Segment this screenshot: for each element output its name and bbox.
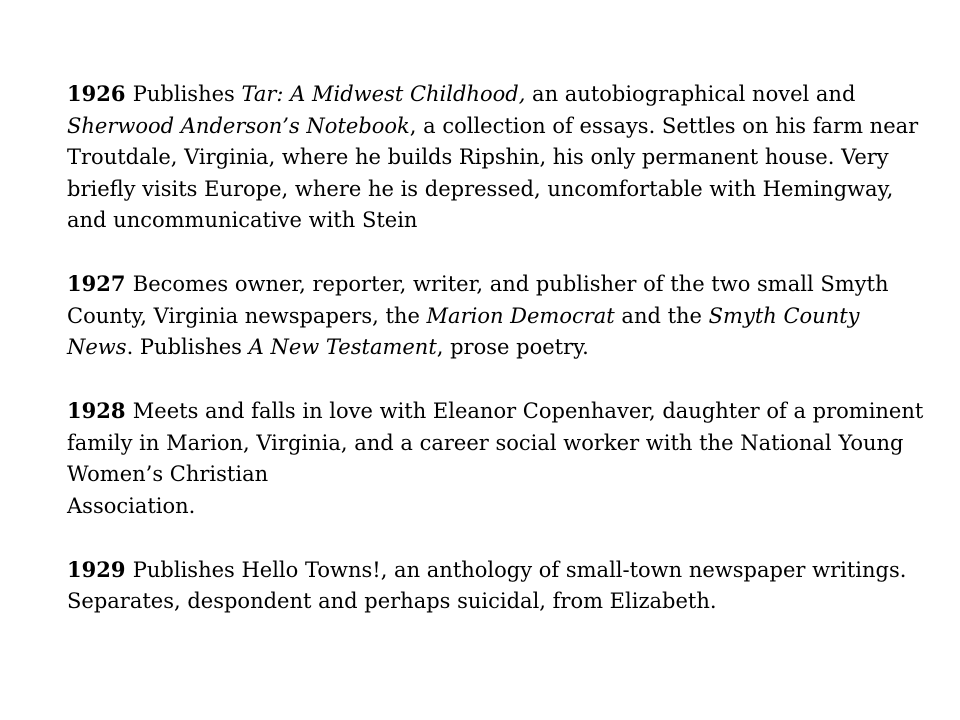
newspaper-title: Marion Democrat bbox=[426, 303, 615, 328]
entry-continuation: Association. bbox=[67, 493, 196, 518]
year-label: 1929 bbox=[67, 556, 126, 582]
entry-1929 bbox=[67, 554, 927, 618]
entry-text: Publishes Hello Towns!, an anthology of small-town newspaper writings. Separates, despondent and perhaps suicidal, from Elizabeth. bbox=[67, 557, 907, 613]
year-label: 1928 bbox=[67, 398, 126, 423]
entry-text: Becomes owner, reporter, writer, and publisher of the two small Smyth County, Virginia newspapers, the bbox=[67, 272, 889, 328]
entry-text: Publishes bbox=[132, 82, 242, 106]
entry-1928 bbox=[67, 395, 927, 522]
entry-text: , a collection of essays. Settles on his farm near Troutdale, Virginia, where he builds Ripshin, his only permanent house. Very briefly visits Europe, where he is depressed, uncomfortable with Hemingway, and uncommunicative with Stein bbox=[67, 113, 919, 232]
book-title: Sherwood Anderson’s Notebook bbox=[67, 113, 410, 138]
year-label: 1926 bbox=[67, 81, 126, 106]
entry-text: . Publishes bbox=[126, 335, 249, 359]
entry-text: and the bbox=[614, 303, 709, 328]
entry-text: , prose poetry. bbox=[436, 335, 589, 359]
entry-1927 bbox=[67, 268, 927, 364]
book-title: Tar: A Midwest Childhood, bbox=[241, 82, 526, 106]
newspaper-title: Smyth County News bbox=[67, 303, 860, 359]
entry-text: an autobiographical novel and bbox=[525, 82, 856, 106]
book-title: A New Testament bbox=[248, 335, 437, 359]
chronology-text bbox=[67, 78, 927, 649]
entry-1926 bbox=[67, 78, 927, 237]
entry-text: Meets and falls in love with Eleanor Copenhaver, daughter of a prominent family in Marion, Virginia, and a career social worker with the National Young Women’s Christian bbox=[67, 399, 924, 486]
year-label: 1927 bbox=[67, 271, 126, 296]
